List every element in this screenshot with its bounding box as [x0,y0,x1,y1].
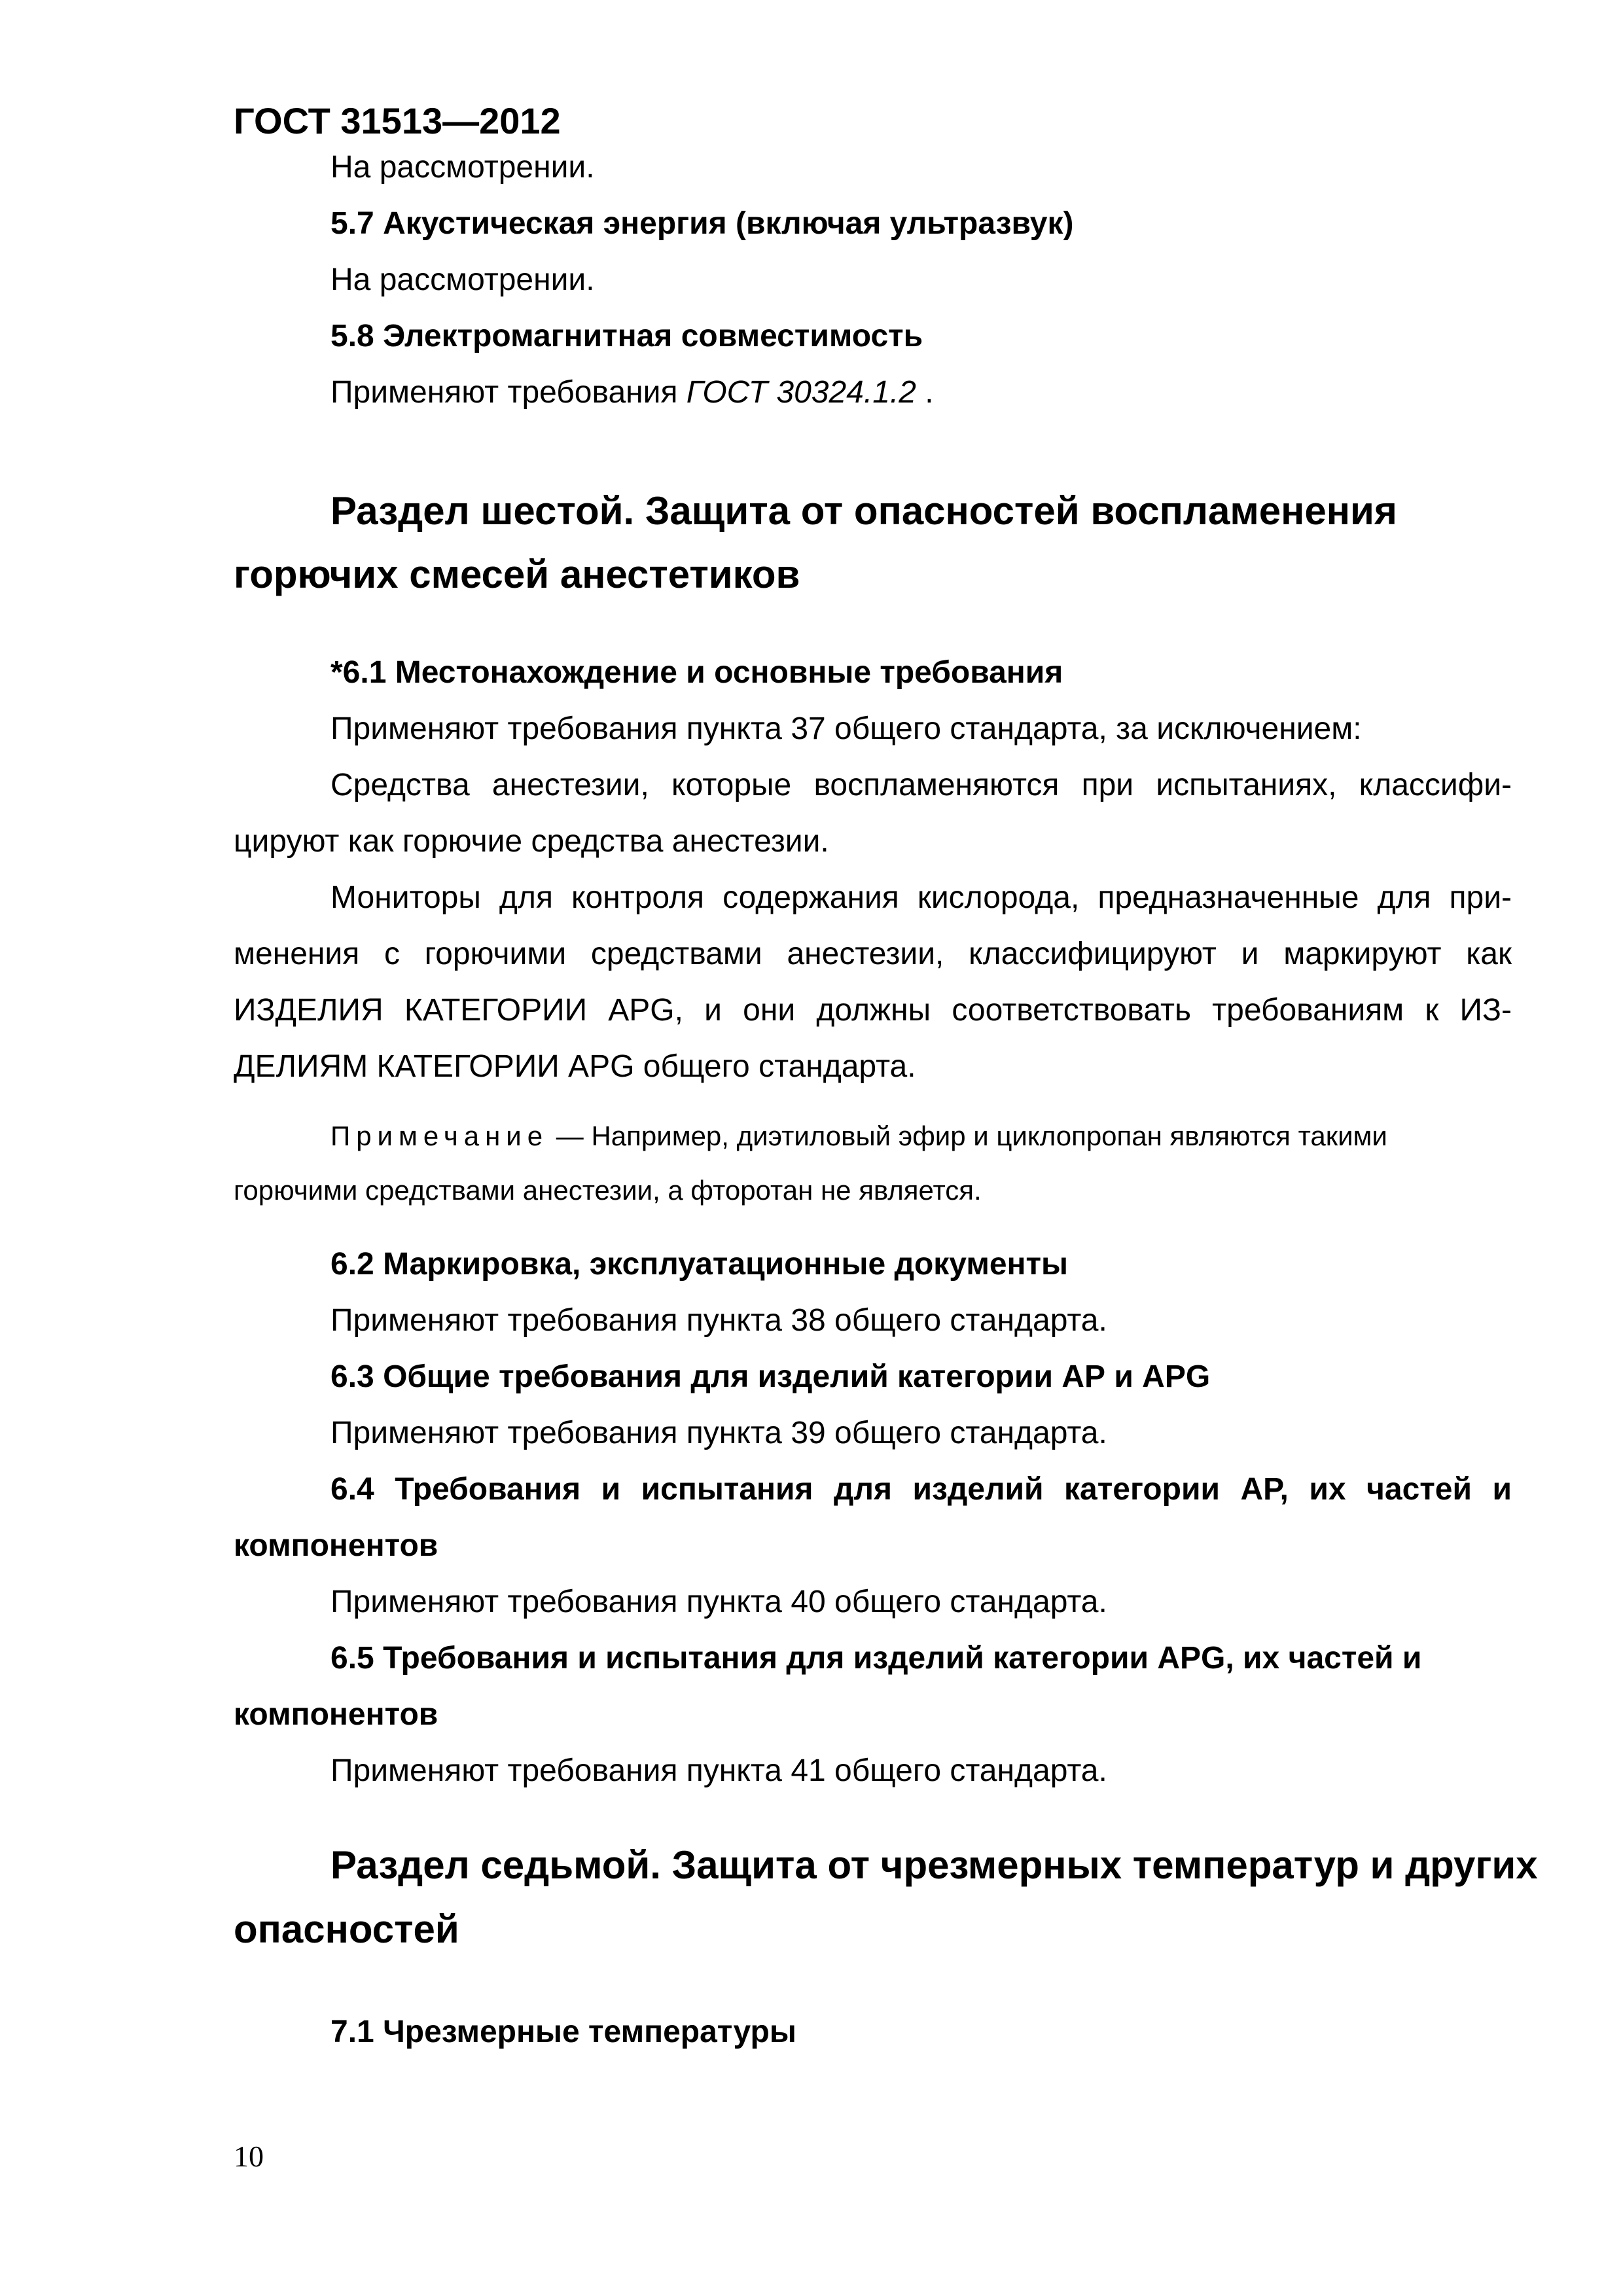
section-heading-6-2: 6.2 Маркировка, эксплуатационные документы [330,1247,1069,1282]
section-heading-6-1: *6.1 Местонахождение и основные требования [330,655,1063,690]
section-heading-5-8: 5.8 Электромагнитная совместимость [330,319,923,353]
note-label: Примечание [330,1121,549,1151]
paragraph-text: Применяют требования ГОСТ 30324.1.2 . [330,375,934,410]
paragraph-text: Применяют требования пункта 41 общего стандарта. [330,1753,1107,1788]
section-heading-6-5: 6.5 Требования и испытания для изделий категории APG, их частей и [330,1641,1422,1676]
section-heading-6-3: 6.3 Общие требования для изделий категории АР и APG [330,1359,1211,1394]
part-title-7-cont: опасностей [234,1907,459,1951]
standard-reference: ГОСТ 30324.1.2 [686,375,916,410]
part-title-6-cont: горючих смесей анестетиков [234,552,800,596]
section-heading-5-7: 5.7 Акустическая энергия (включая ультразвук) [330,206,1074,241]
paragraph-text: цируют как горючие средства анестезии. [234,824,829,859]
part-title-7: Раздел седьмой. Защита от чрезмерных температур и других [330,1843,1538,1887]
paragraph-text: Применяют требования пункта 40 общего стандарта. [330,1585,1107,1619]
paragraph-text: Применяют требования пункта 38 общего стандарта. [330,1303,1107,1338]
paragraph-text: менения с горючими средствами анестезии, классифицируют и маркируют как [234,937,1512,971]
standard-header: ГОСТ 31513—2012 [234,100,561,141]
section-heading-6-4-cont: компонентов [234,1528,438,1563]
section-heading-6-4: 6.4 Требования и испытания для изделий категории АР, их частей и [330,1472,1512,1507]
paragraph-text: ИЗДЕЛИЯ КАТЕГОРИИ APG, и они должны соответствовать требованиям к ИЗ- [234,993,1512,1028]
paragraph-text: На рассмотрении. [330,262,595,297]
part-title-6: Раздел шестой. Защита от опасностей воспламенения [330,489,1397,533]
paragraph-text: Мониторы для контроля содержания кислорода, предназначенные для при- [330,880,1512,915]
paragraph-text: ДЕЛИЯМ КАТЕГОРИИ APG общего стандарта. [234,1049,916,1084]
paragraph-text: Средства анестезии, которые воспламеняются при испытаниях, классифи- [330,768,1512,802]
page-number: 10 [234,2140,264,2173]
note-text: горючими средствами анестезии, а фторотан не является. [234,1175,982,1206]
paragraph-text: На рассмотрении. [330,150,595,185]
paragraph-text: Применяют требования пункта 39 общего стандарта. [330,1416,1107,1450]
note-text: Примечание — Например, диэтиловый эфир и циклопропан являются такими [330,1121,1387,1151]
section-heading-6-5-cont: компонентов [234,1697,438,1732]
paragraph-text: Применяют требования пункта 37 общего стандарта, за исключением: [330,711,1362,746]
section-heading-7-1: 7.1 Чрезмерные температуры [330,2015,796,2049]
